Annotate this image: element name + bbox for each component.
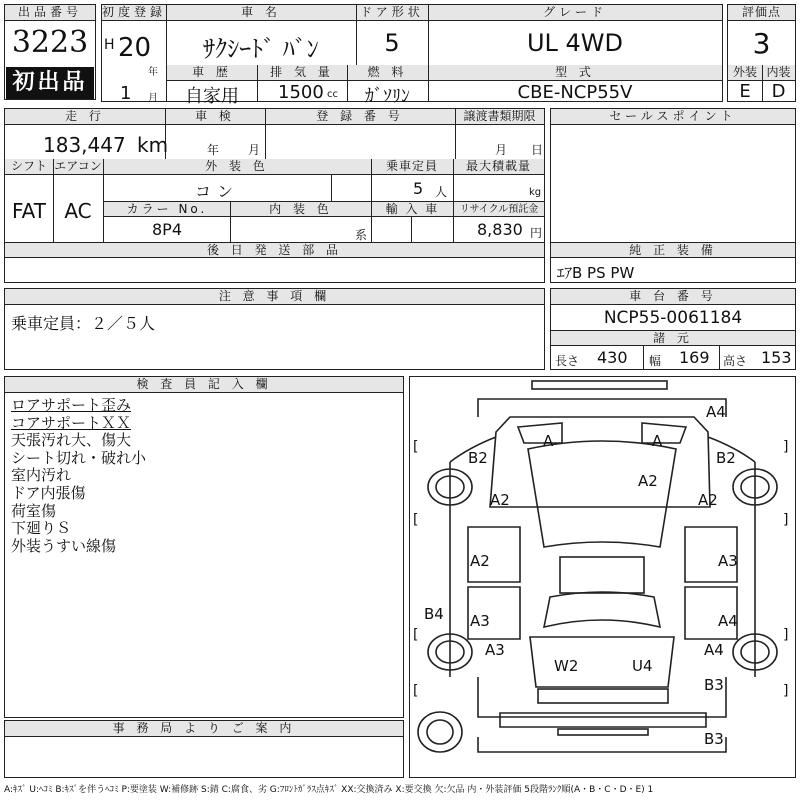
- int-color-label: 内 装 色: [231, 202, 371, 217]
- capacity: 5: [413, 179, 424, 198]
- notes-text: 乗車定員：２／５人: [11, 314, 156, 333]
- lot-number-label: 出品番号: [5, 5, 95, 21]
- mark-front-fender-right: B2: [716, 449, 736, 467]
- mileage-label: 走 行: [5, 109, 165, 125]
- ext-color-label: 外 装 色: [103, 159, 371, 175]
- interior-eval: D: [771, 81, 786, 102]
- color-no: 8P4: [151, 220, 182, 239]
- door-type: 5: [384, 29, 400, 57]
- transfer-label: 譲渡書類期限: [455, 109, 544, 125]
- reg-no-label: 登 録 番 号: [265, 109, 455, 125]
- bracket-mid-left: [: [413, 512, 419, 528]
- grade-label: グレード: [428, 5, 722, 21]
- genuine-equip: ｴｱB PS PW: [557, 264, 635, 282]
- history-label: 車 歴: [167, 65, 257, 81]
- inspector-line: 下廻りＳ: [11, 519, 72, 538]
- fuel: ｶﾞｿﾘﾝ: [365, 86, 410, 107]
- mark-front-door-right: A3: [718, 552, 738, 570]
- vehicle-header-grid: [101, 4, 723, 107]
- mark-rear-bumper: B3: [704, 730, 724, 748]
- grade: UL 4WD: [526, 29, 624, 57]
- lot-number-cell: [4, 4, 96, 100]
- max-load-unit: kg: [529, 187, 542, 198]
- bracket-rear-right: ]: [783, 627, 789, 643]
- inspector-line: 天張汚れ大、傷大: [11, 431, 132, 450]
- month-unit: 月: [148, 93, 158, 104]
- hood: [490, 417, 710, 507]
- bracket-front-left: [: [413, 439, 419, 455]
- mark-headlight-right: A: [652, 432, 663, 450]
- score: 3: [752, 27, 771, 60]
- length-label: 長さ: [555, 354, 580, 368]
- mark-rear-fender-left: A3: [485, 641, 505, 659]
- recycle-fee: 8,830: [477, 220, 523, 239]
- inspector-line: 外装うすい線傷: [11, 536, 117, 555]
- sales-point-label: セールスポイント: [551, 109, 795, 125]
- transfer-day-unit: 日: [531, 143, 544, 157]
- bracket-bottom-left: [: [413, 683, 419, 699]
- inspector-line: コアサポートＸＸ: [11, 413, 132, 432]
- history: 自家用: [185, 86, 239, 107]
- bracket-mid-right: ]: [783, 512, 789, 528]
- inspection-label: 車 検: [165, 109, 265, 125]
- ext-color: コン: [194, 182, 239, 201]
- int-color-unit: 系: [355, 228, 368, 242]
- spec-label: 諸 元: [551, 331, 795, 346]
- office-box: [4, 720, 404, 778]
- headlight-right: [642, 423, 686, 443]
- import-label: 輸 入 車: [372, 202, 453, 217]
- mark-side-left: B4: [424, 605, 444, 623]
- roof: [560, 557, 644, 593]
- width: 169: [679, 348, 710, 367]
- spare-wheel: [418, 712, 462, 752]
- recycle-unit: 円: [530, 226, 543, 240]
- displacement-label: 排 気 量: [257, 65, 347, 81]
- interior-eval-label: 内装: [762, 65, 795, 81]
- mark-rear-door-right: A4: [718, 612, 738, 630]
- height-label: 高さ: [723, 354, 748, 368]
- mark-rear-door-left: A3: [470, 612, 490, 630]
- year-unit: 年: [148, 67, 158, 78]
- chassis-label: 車 台 番 号: [551, 289, 795, 305]
- door-label: ドア形状: [356, 5, 428, 21]
- sales-point-box: [550, 108, 796, 283]
- inspector-line: シート切れ・破れ小: [11, 448, 147, 467]
- inspector-line: 荷室傷: [11, 501, 57, 520]
- mark-rear-corner: B3: [704, 676, 724, 694]
- mileage-unit: km: [137, 133, 169, 157]
- mark-front-door-left: A2: [470, 552, 490, 570]
- rear-bumper-inner: [538, 689, 668, 703]
- max-load-label: 最大積載量: [453, 159, 544, 175]
- mark-front-fender-left: B2: [468, 449, 488, 467]
- bracket-bottom-right: ]: [783, 683, 789, 699]
- bracket-front-right: ]: [783, 439, 789, 455]
- notes-label: 注 意 事 項 欄: [5, 289, 544, 305]
- bracket-rear-left: [: [413, 627, 419, 643]
- inspector-notes: [11, 397, 146, 555]
- rear-bumper: [478, 677, 726, 717]
- mark-front-left: A2: [490, 491, 510, 509]
- legend-footer: A:ｷｽﾞ U:ﾍｺﾐ B:ｷｽﾞを伴うﾍｺﾐ P:要塗装 W:補修跡 S:錆 C:腐食、劣 G:ﾌﾛﾝﾄｶﾞﾗｽ点ｷｽﾞ XX:交換済み X:要交換 欠:欠品 内・外装評価 5段階ﾗﾝｸ順(A・B・C・D・E) 1: [4, 785, 654, 795]
- recycle-label: リサイクル預託金: [454, 202, 544, 217]
- era: H: [104, 37, 115, 53]
- later-parts-label: 後 日 発 送 部 品: [5, 243, 544, 258]
- score-cell: [727, 4, 796, 102]
- ac: AC: [64, 199, 92, 223]
- chassis-box: [550, 288, 796, 370]
- front-bumper: [478, 399, 726, 417]
- capacity-unit: 人: [435, 185, 448, 199]
- width-label: 幅: [649, 354, 662, 368]
- mileage: 183,447: [43, 133, 126, 157]
- mark-rear-fender-right: A4: [704, 641, 724, 659]
- inspector-line: 室内汚れ: [11, 466, 72, 485]
- details-grid: [4, 108, 545, 283]
- mark-front-right: A2: [698, 491, 718, 509]
- notes-box: [4, 288, 545, 370]
- model-code: CBE-NCP55V: [517, 82, 633, 103]
- rear-window: [544, 592, 660, 627]
- model-label: 型 式: [428, 65, 722, 81]
- ac-label: エアコン: [54, 159, 102, 173]
- car-outline-svg: [410, 377, 795, 777]
- front-bumper-top: [532, 381, 667, 389]
- office-label: 事 務 局 よ り ご 案 内: [5, 721, 403, 737]
- height: 153: [761, 348, 792, 367]
- car-name: ｻｸｼｰﾄﾞ ﾊﾞﾝ: [203, 35, 319, 63]
- first-reg-label: 初度登録: [102, 5, 166, 19]
- lot-number: 3223: [11, 25, 89, 60]
- capacity-label: 乗車定員: [371, 159, 453, 175]
- mark-rear-left: W2: [554, 657, 579, 675]
- mark-front-bumper: A4: [706, 403, 726, 421]
- length: 430: [597, 348, 628, 367]
- first-reg-year: 20: [118, 33, 152, 63]
- windshield: [528, 441, 676, 547]
- mark-hood: A2: [638, 472, 658, 490]
- inspection-year-unit: 年: [207, 143, 220, 157]
- car-name-label: 車 名: [166, 5, 356, 21]
- score-label: 評価点: [728, 5, 795, 21]
- inspector-line: ドア内張傷: [11, 483, 86, 502]
- displacement: 1500: [278, 82, 324, 103]
- genuine-equip-label: 純 正 装 備: [551, 243, 795, 258]
- first-listing-badge: 初出品: [6, 67, 94, 99]
- exterior-eval-label: 外装: [728, 65, 762, 81]
- mark-rear-right: U4: [632, 657, 653, 675]
- fuel-label: 燃 料: [347, 65, 428, 81]
- inspection-month-unit: 月: [248, 143, 261, 157]
- inspector-line: ロアサポート歪み: [11, 396, 132, 414]
- inspector-box: [4, 376, 404, 718]
- displacement-unit: cc: [327, 89, 338, 100]
- transfer-month-unit: 月: [495, 143, 508, 157]
- mark-headlight-left: A: [543, 432, 554, 450]
- chassis-number: NCP55-0061184: [603, 308, 743, 328]
- headlight-left: [518, 423, 562, 443]
- lower-bumper: [500, 713, 706, 727]
- shift: FAT: [11, 199, 46, 223]
- first-reg-month: 1: [120, 83, 132, 104]
- inspector-label: 検 査 員 記 入 欄: [5, 377, 403, 393]
- exterior-eval: E: [739, 81, 751, 102]
- color-no-label: カラー No.: [104, 202, 230, 217]
- damage-diagram: [409, 376, 796, 778]
- shift-label: シフト: [5, 159, 53, 175]
